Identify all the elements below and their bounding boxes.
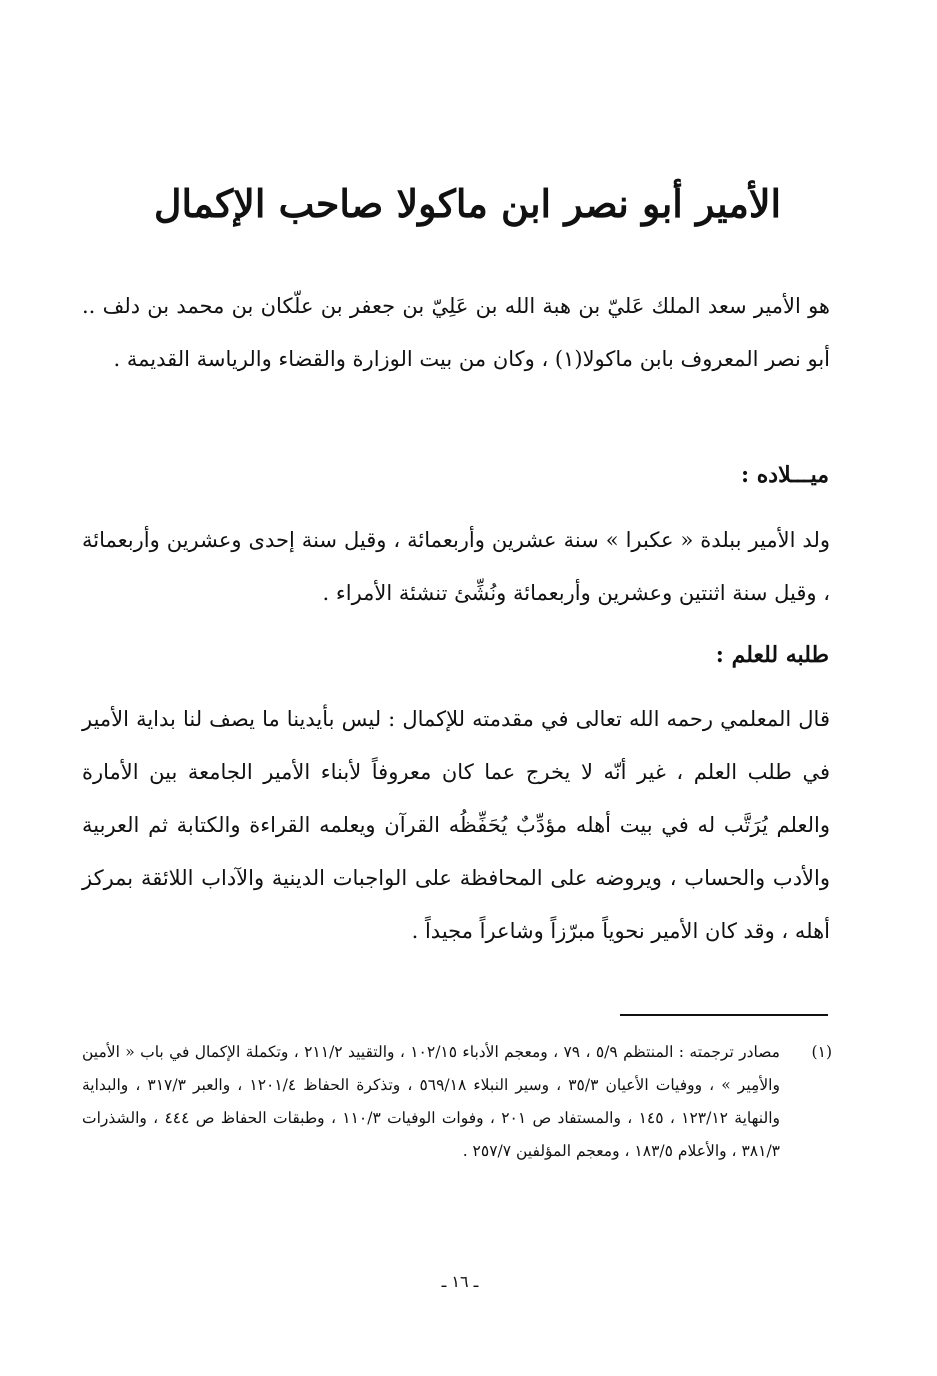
study-paragraph: قال المعلمي رحمه الله تعالى في مقدمته للإكمال : ليس بأيدينا ما يصف لنا بداية الأمير في طلب العلم ، غير أنّه لا يخرج عما كان معروفاً لأبناء الأمير الجامعة بين الأمارة والعلم يُرَتَّب له في بيت أهله مؤدِّبٌ يُحَفِّظُه القرآن ويعلمه القراءة والكتابة ثم العربية والأدب والحساب ، ويروضه على المحافظة على الواجبات الدينية والآداب اللائقة بمركز أهله ، وقد كان الأمير نحوياً مبرّزاً وشاعراً مجيداً . [82,707,830,943]
intro-paragraph: هو الأمير سعد الملك عَليّ بن هبة الله بن عَلِيّ بن جعفر بن علّكان بن محمد بن دلف .. أبو نصر المعروف بابن ماكولا(١) ، وكان من بيت الوزارة والقضاء والرياسة القديمة . [82,294,830,371]
footnote [82,1036,832,1168]
footnote-marker: (١) [811,1043,832,1061]
footnote-divider [620,1014,828,1016]
footnote-text: مصادر ترجمته : المنتظم ٥/٩ ، ٧٩ ، ومعجم الأدباء ١٠٢/١٥ ، والتقييد ٢١١/٢ ، وتكملة الإكمال في باب « الأمين والأمِير » ، ووفيات الأعيان ٣٥/٣ ، وسير النبلاء ٥٦٩/١٨ ، وتذكرة الحفاظ ١٢٠١/٤ ، والعبر ٣١٧/٣ ، والبداية والنهاية ١٢٣/١٢ ، ١٤٥ ، والمستفاد ص ٢٠١ ، وفوات الوفيات ١١٠/٣ ، وطبقات الحفاظ ص ٤٤٤ ، والشذرات ٣٨١/٣ ، والأعلام ١٨٣/٥ ، ومعجم المؤلفين ٢٥٧/٧ . [82,1043,780,1160]
study-heading: طلبه للعلم : [715,642,829,668]
page-title: الأمير أبو نصر ابن ماكولا صاحب الإكمال [153,181,782,226]
birth-paragraph: ولد الأمير ببلدة « عكبرا » سنة عشرين وأربعمائة ، وقيل سنة إحدى وعشرين وأربعمائة ، وقيل سنة اثنتين وعشرين وأربعمائة ونُشِّئ تنشئة الأمراء . [82,528,830,605]
page-number: ـ ١٦ ـ [441,1272,479,1291]
birth-heading: ميـــلاده : [741,462,829,488]
